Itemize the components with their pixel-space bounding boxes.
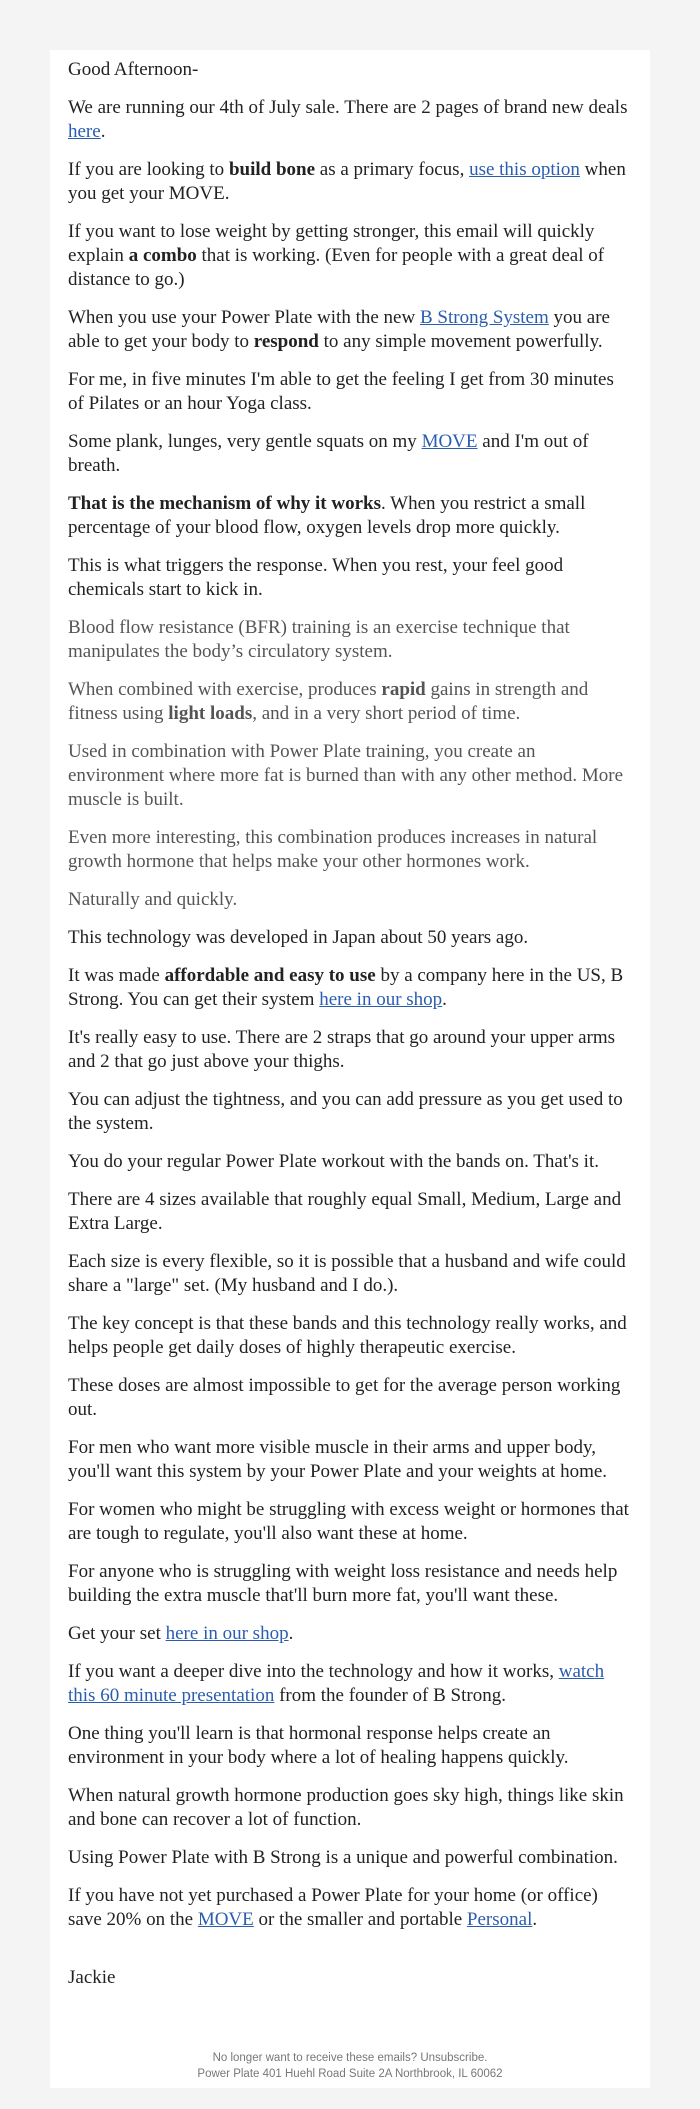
paragraph-b-strong: When you use your Power Plate with the new B Strong System you are able to get your body to respond to any simple movement powerfully.	[68, 307, 610, 352]
email-card	[50, 50, 650, 2088]
paragraph-build-bone: If you are looking to build bone as a primary focus, use this option when you get your MOVE.	[68, 159, 626, 204]
paragraph-sky-high: When natural growth hormone production goes sky high, things like skin and bone can recover a lot of function.	[68, 1785, 624, 1830]
paragraph-response: This is what triggers the response. When you rest, your feel good chemicals start to kick in.	[68, 555, 564, 600]
shop-link-2[interactable]: here in our shop	[165, 1623, 289, 1644]
shop-link-1[interactable]: here in our shop	[319, 989, 443, 1010]
paragraph-doses: These doses are almost impossible to get for the average person working out.	[68, 1375, 621, 1420]
unsubscribe-line: No longer want to receive these emails? Unsubscribe.	[212, 2052, 488, 2064]
paragraph-adjust: You can adjust the tightness, and you can add pressure as you get used to the system.	[68, 1089, 623, 1134]
greeting: Good Afternoon-	[68, 59, 199, 80]
paragraph-anyone: For anyone who is struggling with weight loss resistance and needs help building the extra muscle that'll burn more fat, you'll want these.	[68, 1561, 618, 1606]
paragraph-key-concept: The key concept is that these bands and this technology really works, and helps people get daily doses of highly therapeutic exercise.	[68, 1313, 627, 1358]
unsubscribe-link[interactable]: Unsubscribe.	[420, 2052, 488, 2064]
b-strong-system-link[interactable]: B Strong System	[419, 307, 549, 328]
paragraph-bfr: Blood flow resistance (BFR) training is an exercise technique that manipulates the body’s circulatory system.	[68, 617, 570, 662]
paragraph-rapid: When combined with exercise, produces rapid gains in strength and fitness using light loads, and in a very short period of time.	[68, 679, 589, 724]
paragraph-naturally: Naturally and quickly.	[68, 889, 238, 910]
paragraph-deeper-dive: If you want a deeper dive into the technology and how it works, watch this 60 minute presentation from the founder of B Strong.	[68, 1661, 605, 1706]
paragraph-bands-on: You do your regular Power Plate workout with the bands on. That's it.	[68, 1151, 599, 1172]
paragraph-affordable: It was made affordable and easy to use by a company here in the US, B Strong. You can get their system here in our shop.	[68, 965, 624, 1010]
personal-link[interactable]: Personal	[466, 1909, 533, 1930]
paragraph-five-minutes: For me, in five minutes I'm able to get the feeling I get from 30 minutes of Pilates or an hour Yoga class.	[68, 369, 614, 414]
move-link-2[interactable]: MOVE	[197, 1909, 254, 1930]
paragraph-japan: This technology was developed in Japan about 50 years ago.	[68, 927, 529, 948]
paragraph-flexible: Each size is every flexible, so it is possible that a husband and wife could share a "large" set. (My husband and I do.).	[68, 1251, 626, 1296]
paragraph-men: For men who want more visible muscle in their arms and upper body, you'll want this system by your Power Plate and your weights at home.	[68, 1437, 608, 1482]
email-body	[68, 58, 634, 2004]
move-link[interactable]: MOVE	[421, 431, 478, 452]
paragraph-save: If you have not yet purchased a Power Plate for your home (or office) save 20% on the MOVE or the smaller and portable Personal.	[68, 1885, 598, 1930]
paragraph-plank: Some plank, lunges, very gentle squats on my MOVE and I'm out of breath.	[68, 431, 589, 476]
paragraph-unique: Using Power Plate with B Strong is a unique and powerful combination.	[68, 1847, 618, 1868]
paragraph-lose-weight: If you want to lose weight by getting stronger, this email will quickly explain a combo that is working. (Even for people with a great deal of distance to go.)	[68, 221, 605, 290]
email-footer	[50, 2050, 650, 2082]
deals-link[interactable]: here	[68, 121, 101, 142]
signature: Jackie	[68, 1967, 116, 1988]
paragraph-women: For women who might be struggling with excess weight or hormones that are tough to regulate, you'll also want these at home.	[68, 1499, 629, 1544]
paragraph-growth-hormone: Even more interesting, this combination produces increases in natural growth hormone that helps make your other hormones work.	[68, 827, 598, 872]
paragraph-mechanism: That is the mechanism of why it works. When you restrict a small percentage of your blood flow, oxygen levels drop more quickly.	[68, 493, 586, 538]
presentation-link[interactable]: watch this 60 minute presentation	[68, 1661, 605, 1706]
use-this-option-link[interactable]: use this option	[469, 159, 580, 180]
paragraph-get-your-set: Get your set here in our shop.	[68, 1623, 294, 1644]
company-address: Power Plate 401 Huehl Road Suite 2A Northbrook, IL 60062	[197, 2068, 503, 2080]
paragraph-healing: One thing you'll learn is that hormonal response helps create an environment in your body where a lot of healing happens quickly.	[68, 1723, 569, 1768]
paragraph-easy: It's really easy to use. There are 2 straps that go around your upper arms and 2 that go just above your thighs.	[68, 1027, 616, 1072]
paragraph-sale: We are running our 4th of July sale. There are 2 pages of brand new deals here.	[68, 97, 628, 142]
paragraph-sizes: There are 4 sizes available that roughly equal Small, Medium, Large and Extra Large.	[68, 1189, 622, 1234]
paragraph-combination: Used in combination with Power Plate training, you create an environment where more fat is burned than with any other method. More muscle is built.	[68, 741, 624, 810]
